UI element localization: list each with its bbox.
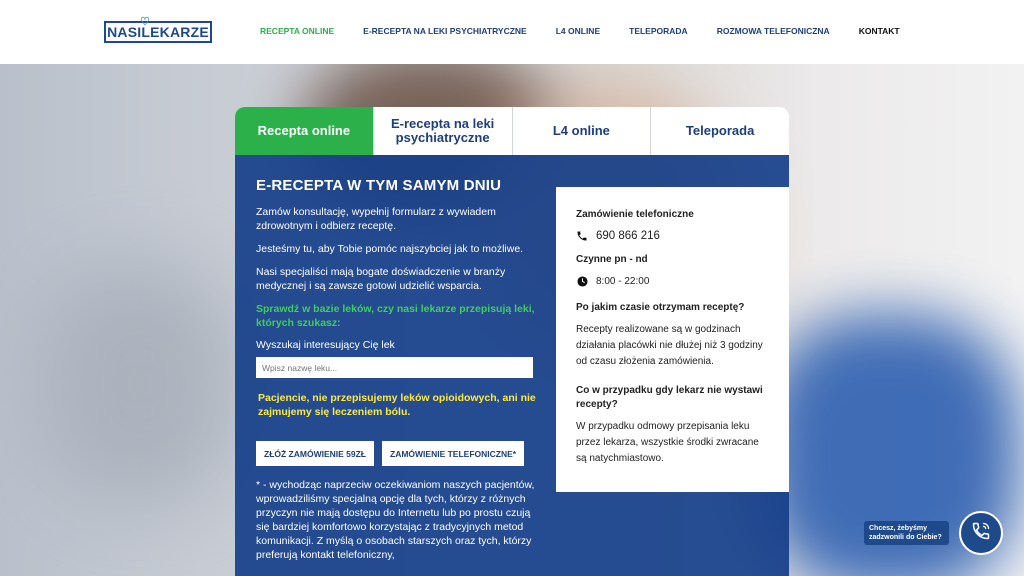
nav-e-recepta-psychiatryczne[interactable]: E-RECEPTA NA LEKI PSYCHIATRYCZNE [363,26,527,36]
order-button[interactable]: ZŁÓŻ ZAMÓWIENIE 59ZŁ [256,441,374,466]
order-buttons [256,441,536,466]
nav-kontakt[interactable]: KONTAKT [858,26,900,36]
check-drugs-text: Sprawdź w bazie leków, czy nasi lekarze przepisują leki, których szukasz: [256,303,535,329]
opioid-warning: Pacjencie, nie przepisujemy leków opioidowych, ani nie zajmujemy się leczeniem bólu. [258,392,536,418]
logo-text-right: LEKARZE [141,24,209,40]
phone-order-footnote: * - wychodząc naprzeciw oczekiwaniom naszych pacjentów, wprowadziliśmy specjalną opcję dla tych, którzy z różnych przyczyn nie mają dostępu do Internetu lub po prostu czują się bardziej komfortowo korzystając z tradycyjnych metod komunikacji. Z myślą o osobach starszych oraz tych, którzy preferują kontakt telefoniczny, [256,479,535,561]
tab-teleporada[interactable]: Teleporada [651,107,789,155]
search-label: Wyszukaj interesujący Cię lek [256,339,395,351]
page-title: E-RECEPTA W TYM SAMYM DNIU [256,177,502,194]
faq-answer-2: W przypadku odmowy przepisania leku przez lekarza, wszystkie środki zwracane są natychmiastowo. [576,421,759,464]
drug-search-input[interactable] [256,357,533,378]
faq-question-2: Co w przypadku gdy lekarz nie wystawi recepty? [576,385,763,410]
hours-row [576,275,769,287]
phone-number: 690 866 216 [596,230,660,242]
phone-icon [576,230,588,242]
faq-answer-1: Recepty realizowane są w godzinach działania placówki nie dłużej niż 3 godziny od czasu złożenia zamówienia. [576,324,763,367]
callback-button[interactable] [959,511,1003,555]
logo-text-left: NASI [107,24,142,40]
main-nav [260,26,929,36]
logo[interactable] [104,16,212,43]
help-paragraph: Jesteśmy tu, aby Tobie pomóc najszybciej jak to możliwe. [256,243,524,255]
service-tabs [235,107,789,155]
panel-content [256,177,536,562]
tab-recepta-online[interactable]: Recepta online [235,107,374,155]
intro-paragraph: Zamów konsultację, wypełnij formularz z wywiadem zdrowotnym i odbierz receptę. [256,206,496,232]
clock-icon [576,275,588,287]
nav-rozmowa-telefoniczna[interactable]: ROZMOWA TELEFONICZNA [716,26,830,36]
heart-icon: ♡ [140,16,151,28]
opening-hours: 8:00 - 22:00 [596,275,650,287]
phone-order-label: Zamówienie telefoniczne [576,209,694,220]
nav-teleporada[interactable]: TELEPORADA [629,26,688,36]
phone-row[interactable] [576,230,769,242]
phone-call-icon [971,521,991,546]
faq-question-1: Po jakim czasie otrzymam receptę? [576,302,745,313]
specialists-paragraph: Nasi specjaliści mają bogate doświadczenie w branży medycznej i są zawsze gotowi udzielić wsparcia. [256,266,506,292]
nav-recepta-online[interactable]: RECEPTA ONLINE [260,26,335,36]
tab-l4-online[interactable]: L4 online [513,107,652,155]
hours-label: Czynne pn - nd [576,254,648,265]
info-card [556,187,789,492]
nav-l4-online[interactable]: L4 ONLINE [555,26,601,36]
site-header [0,0,1024,64]
tab-e-recepta-psychiatryczne[interactable]: E-recepta na leki psychiatryczne [374,107,513,155]
callback-bubble[interactable]: Chcesz, żebyśmy zadzwonili do Ciebie? [864,521,949,545]
phone-order-button[interactable]: ZAMÓWIENIE TELEFONICZNE* [382,441,524,466]
